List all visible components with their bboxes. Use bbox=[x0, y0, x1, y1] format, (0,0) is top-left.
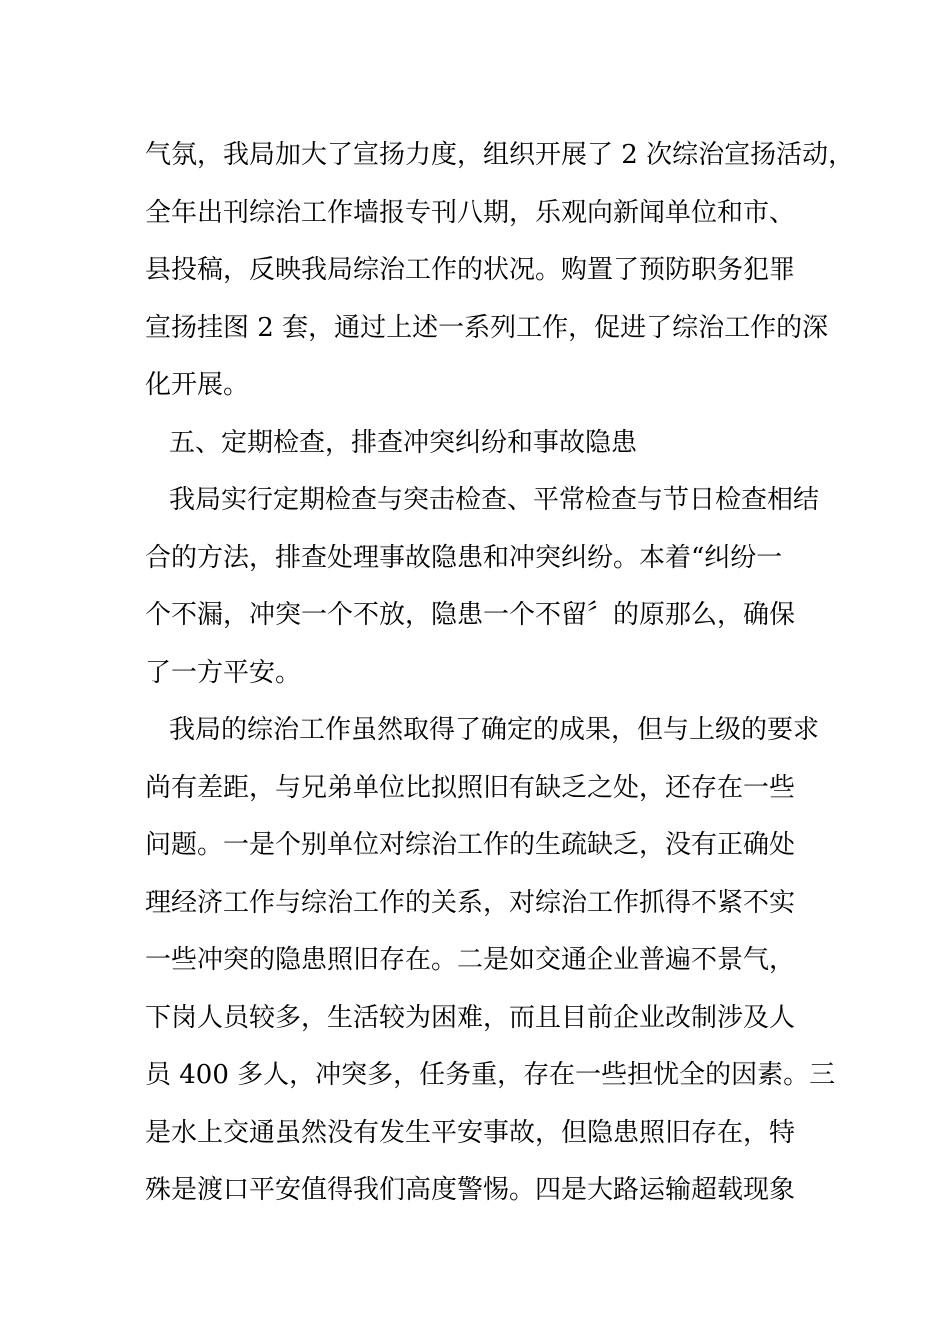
text-line: 个不漏，冲突一个不放，隐患一个不留〞的原那么，确保 bbox=[145, 600, 796, 630]
section-heading: 五、定期检查，排查冲突纠纷和事故隐患 bbox=[169, 427, 638, 458]
paragraph-3 bbox=[145, 702, 845, 1220]
text-line: 县投稿，反映我局综治工作的状况。购置了预防职务犯罪 bbox=[145, 255, 796, 285]
text-line: 殊是渡口平安值得我们高度警惕。四是大路运输超载现象 bbox=[145, 1175, 796, 1205]
paragraph-1 bbox=[145, 127, 855, 415]
text-line: 一些冲突的隐患照旧存在。二是如交通企业普遍不景气， bbox=[145, 945, 796, 975]
text-line: 我局实行定期检查与突击检查、平常检查与节日检查相结 bbox=[169, 485, 820, 515]
text-line: 是水上交通虽然没有发生平安事故，但隐患照旧存在，特 bbox=[145, 1117, 796, 1148]
text-line: 我局的综治工作虽然取得了确定的成果，但与上级的要求 bbox=[169, 715, 820, 745]
text-line: 化开展。 bbox=[145, 370, 250, 400]
text-line: 全年出刊综治工作墙报专刊八期，乐观向新闻单位和市、 bbox=[145, 197, 796, 228]
text-line: 理经济工作与综治工作的关系，对综治工作抓得不紧不实 bbox=[145, 887, 796, 918]
text-line: 问题。一是个别单位对综治工作的生疏缺乏，没有正确处 bbox=[145, 830, 796, 860]
text-line: 员 400 多人，冲突多，任务重，存在一些担忧全的因素。三 bbox=[145, 1060, 836, 1090]
text-line: 宣扬挂图 2 套，通过上述一系列工作，促进了综治工作的深 bbox=[145, 312, 829, 343]
text-line: 气氛，我局加大了宣扬力度，组织开展了 2 次综治宣扬活动， bbox=[145, 140, 855, 170]
text-line: 尚有差距，与兄弟单位比拟照旧有缺乏之处，还存在一些 bbox=[145, 772, 796, 803]
text-line: 了一方平安。 bbox=[145, 657, 302, 688]
paragraph-2 bbox=[145, 472, 845, 702]
text-line: 合的方法，排查处理事故隐患和冲突纠纷。本着“纠纷一 bbox=[145, 542, 783, 573]
document-body bbox=[145, 127, 855, 1220]
text-line: 下岗人员较多，生活较为困难，而且目前企业改制涉及人 bbox=[145, 1002, 796, 1033]
